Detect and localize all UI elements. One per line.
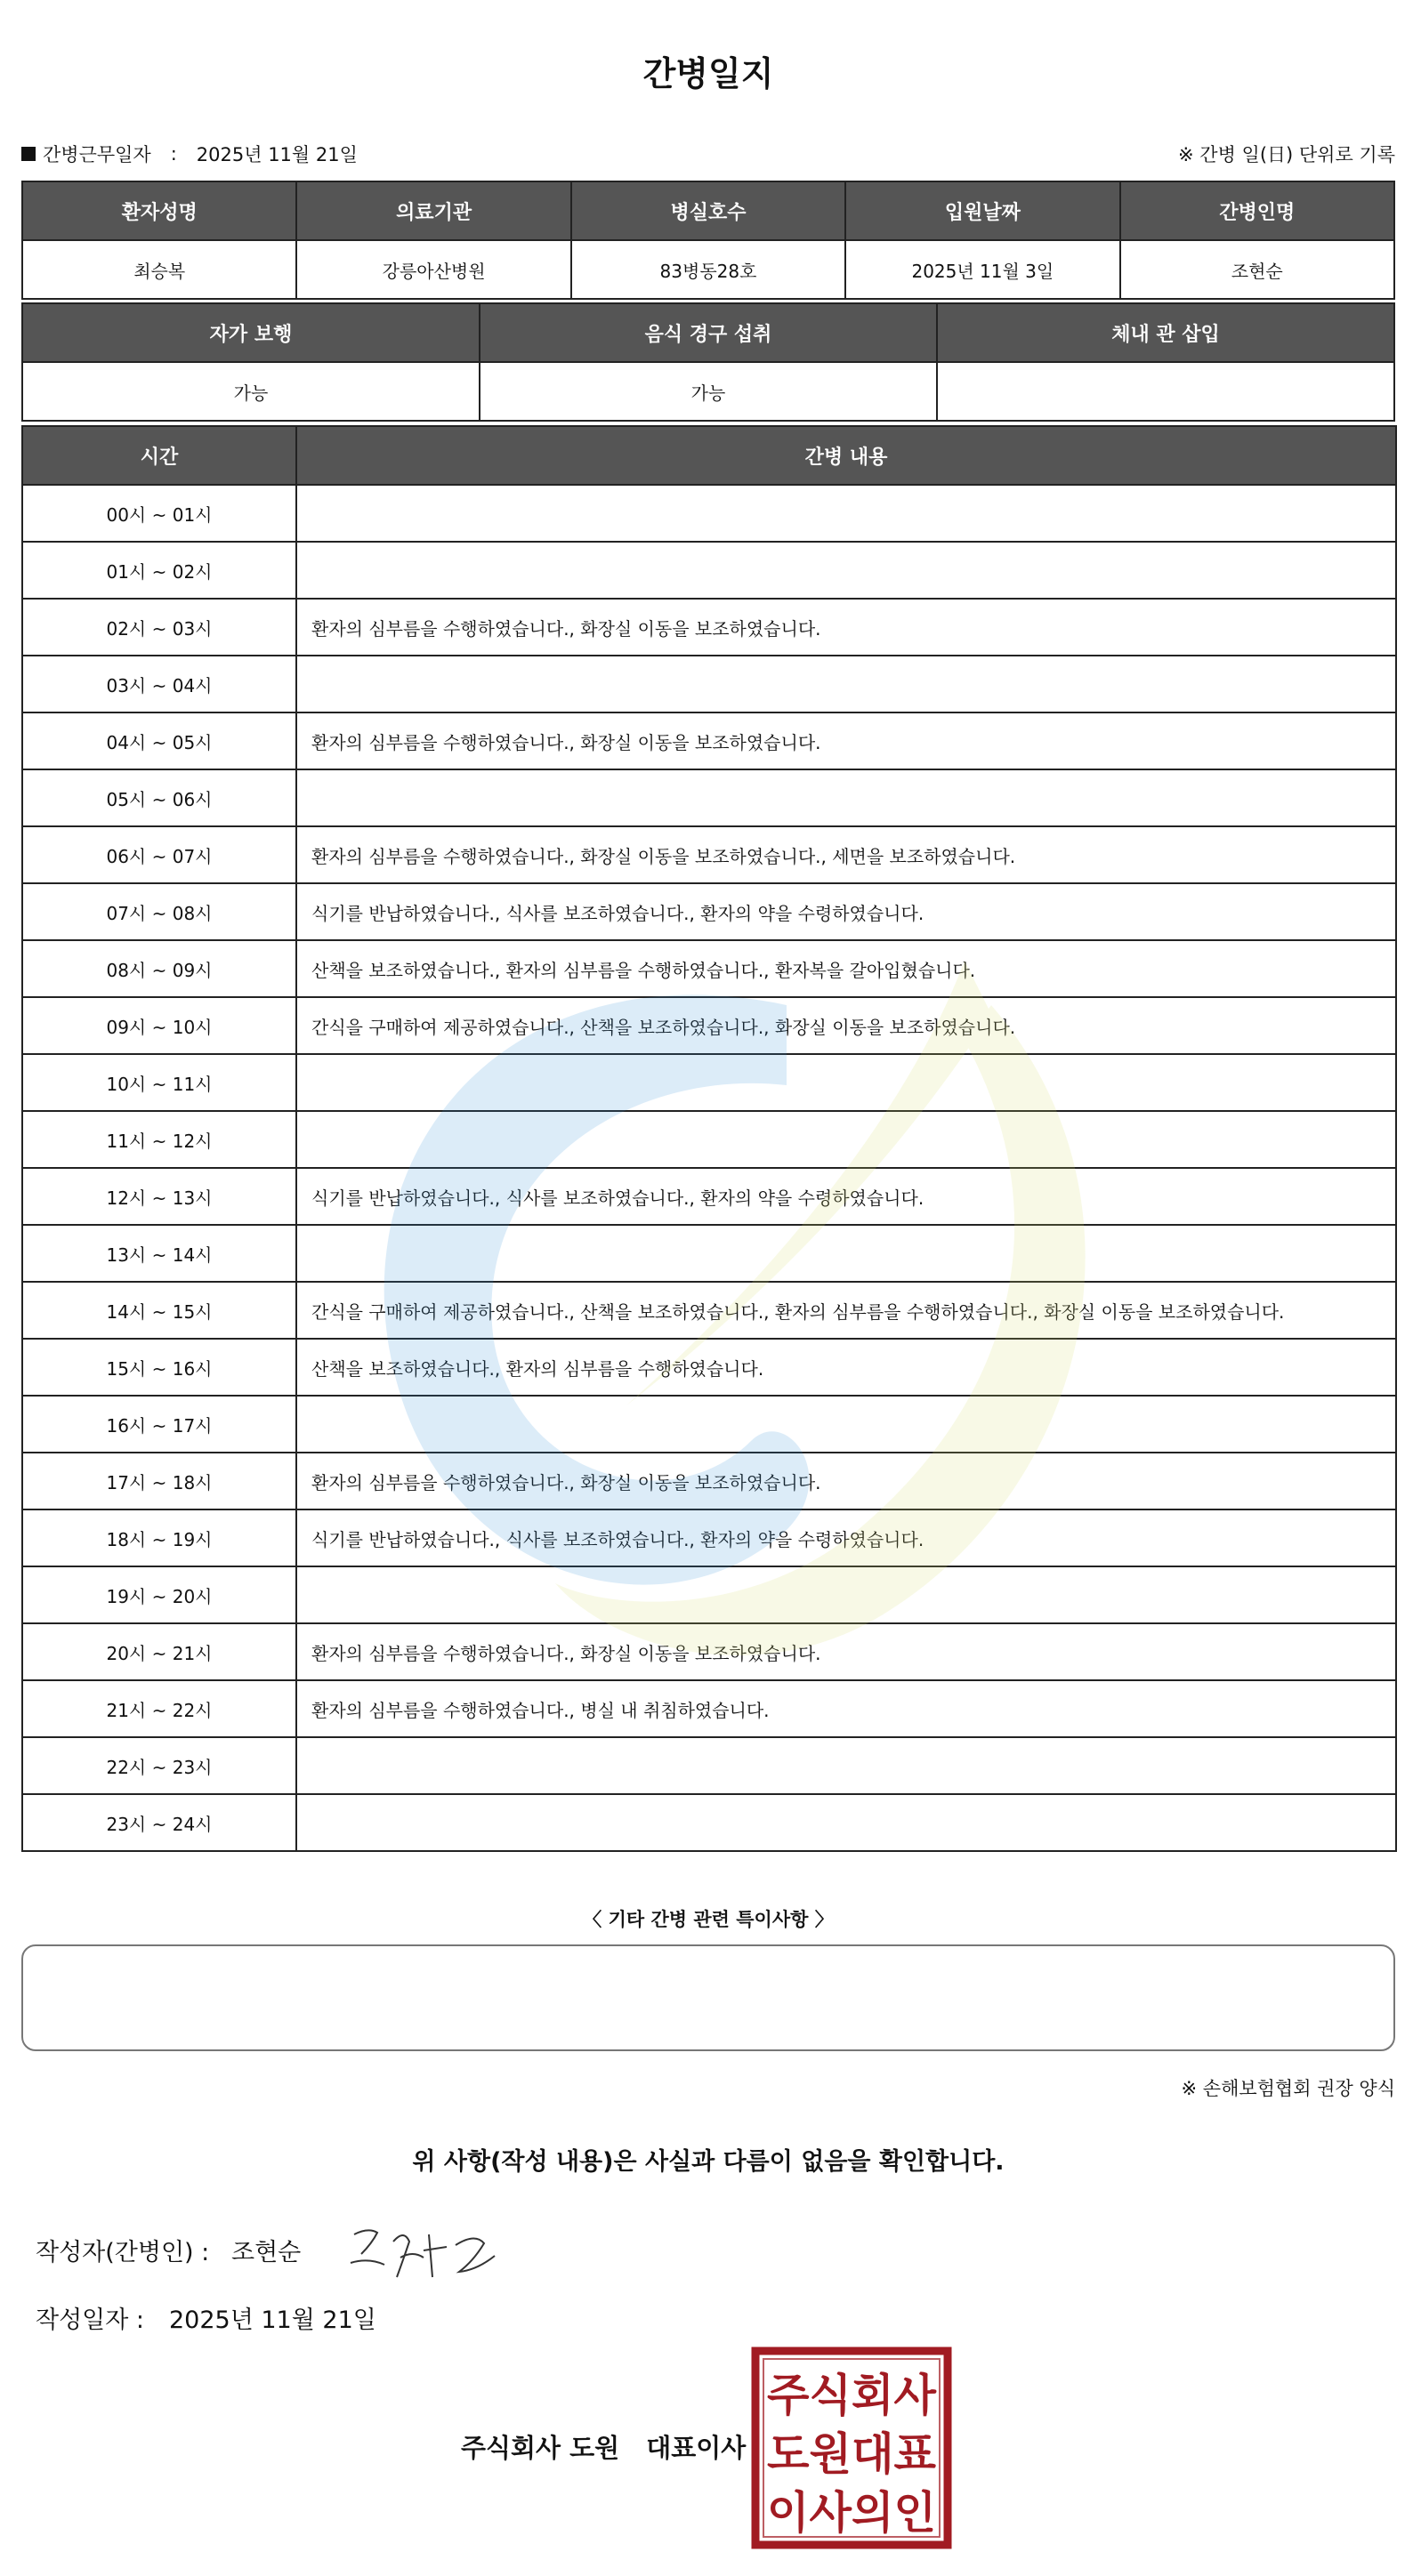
company-signoff <box>461 2428 746 2465</box>
company-title: 대표이사 <box>646 2433 747 2463</box>
patient-info-value-row <box>22 240 1394 299</box>
work-date-separator: : <box>170 143 177 165</box>
log-time: 03시 ~ 04시 <box>22 656 296 712</box>
record-note: ※ 간병 일(日) 단위로 기록 <box>1178 144 1395 165</box>
log-time: 12시 ~ 13시 <box>22 1168 296 1225</box>
log-content: 환자의 심부름을 수행하였습니다., 병실 내 취침하였습니다. <box>296 1680 1396 1737</box>
header-hospital: 의료기관 <box>296 181 570 240</box>
log-time: 20시 ~ 21시 <box>22 1623 296 1680</box>
log-content: 간식을 구매하여 제공하였습니다., 산책을 보조하였습니다., 환자의 심부름을 수행하였습니다., 화장실 이동을 보조하였습니다. <box>296 1282 1396 1339</box>
log-content <box>296 1225 1396 1282</box>
log-content: 환자의 심부름을 수행하였습니다., 화장실 이동을 보조하였습니다. <box>296 599 1396 656</box>
log-row <box>22 1566 1396 1623</box>
log-row <box>22 940 1396 997</box>
log-row <box>22 826 1396 883</box>
hospital: 강릉아산병원 <box>296 240 570 299</box>
header-oral-intake: 음식 경구 섭취 <box>480 303 937 362</box>
log-time: 13시 ~ 14시 <box>22 1225 296 1282</box>
log-content: 간식을 구매하여 제공하였습니다., 산책을 보조하였습니다., 화장실 이동을 보조하였습니다. <box>296 997 1396 1054</box>
log-content <box>296 1794 1396 1851</box>
writer-name: 조현순 <box>231 2239 302 2266</box>
log-row <box>22 1339 1396 1396</box>
oral-intake-value: 가능 <box>480 362 937 421</box>
log-content <box>296 1054 1396 1111</box>
log-row <box>22 769 1396 826</box>
hourly-care-log-table <box>21 425 1397 1852</box>
work-date-value: 2025년 11월 21일 <box>196 144 358 165</box>
status-value-row <box>22 362 1394 421</box>
log-time: 19시 ~ 20시 <box>22 1566 296 1623</box>
log-time: 18시 ~ 19시 <box>22 1509 296 1566</box>
log-content: 식기를 반납하였습니다., 식사를 보조하였습니다., 환자의 약을 수령하였습니다. <box>296 883 1396 940</box>
log-time: 01시 ~ 02시 <box>22 542 296 599</box>
log-row <box>22 997 1396 1054</box>
company-seal-stamp <box>751 2347 952 2549</box>
header-care-content: 간병 내용 <box>296 426 1396 485</box>
header-time: 시간 <box>22 426 296 485</box>
log-row <box>22 1054 1396 1111</box>
log-content <box>296 769 1396 826</box>
work-date-group <box>21 141 358 167</box>
log-time: 10시 ~ 11시 <box>22 1054 296 1111</box>
log-time: 07시 ~ 08시 <box>22 883 296 940</box>
header-room: 병실호수 <box>571 181 845 240</box>
recommended-form-note: ※ 손해보험협회 권장 양식 <box>1181 2078 1395 2099</box>
log-time: 04시 ~ 05시 <box>22 712 296 769</box>
log-content <box>296 1566 1396 1623</box>
log-content: 산책을 보조하였습니다., 환자의 심부름을 수행하였습니다. <box>296 1339 1396 1396</box>
log-content: 산책을 보조하였습니다., 환자의 심부름을 수행하였습니다., 환자복을 갈아입혔습니다. <box>296 940 1396 997</box>
patient-info-table <box>21 181 1395 300</box>
log-time: 21시 ~ 22시 <box>22 1680 296 1737</box>
log-row <box>22 1794 1396 1851</box>
page-title: 간병일지 <box>642 54 774 93</box>
log-time: 09시 ~ 10시 <box>22 997 296 1054</box>
log-row <box>22 599 1396 656</box>
log-row <box>22 1680 1396 1737</box>
log-row <box>22 542 1396 599</box>
log-content <box>296 485 1396 542</box>
log-content: 환자의 심부름을 수행하였습니다., 화장실 이동을 보조하였습니다. <box>296 1623 1396 1680</box>
log-content: 환자의 심부름을 수행하였습니다., 화장실 이동을 보조하였습니다. <box>296 1453 1396 1509</box>
special-notes-title: 〈 기타 간병 관련 특이사항 〉 <box>583 1909 834 1930</box>
company-name: 주식회사 도원 <box>461 2433 620 2463</box>
log-time: 16시 ~ 17시 <box>22 1396 296 1453</box>
writer-row <box>36 2233 301 2267</box>
patient-name: 최승복 <box>22 240 296 299</box>
log-time: 17시 ~ 18시 <box>22 1453 296 1509</box>
log-time: 08시 ~ 09시 <box>22 940 296 997</box>
log-row <box>22 1282 1396 1339</box>
writer-label: 작성자(간병인) : <box>36 2239 210 2266</box>
log-row <box>22 1168 1396 1225</box>
special-notes-content <box>23 1946 1393 1975</box>
log-row <box>22 1737 1396 1794</box>
log-row <box>22 1453 1396 1509</box>
header-tube-insertion: 체내 관 삽입 <box>937 303 1394 362</box>
log-time: 06시 ~ 07시 <box>22 826 296 883</box>
log-time: 11시 ~ 12시 <box>22 1111 296 1168</box>
log-header-row <box>22 426 1396 485</box>
log-row <box>22 712 1396 769</box>
admission-date: 2025년 11월 3일 <box>845 240 1119 299</box>
log-row <box>22 656 1396 712</box>
log-content <box>296 656 1396 712</box>
tube-insertion-value <box>937 362 1394 421</box>
log-content: 식기를 반납하였습니다., 식사를 보조하였습니다., 환자의 약을 수령하였습니다. <box>296 1168 1396 1225</box>
meta-row <box>21 139 1395 169</box>
log-content: 환자의 심부름을 수행하였습니다., 화장실 이동을 보조하였습니다., 세면을 보조하였습니다. <box>296 826 1396 883</box>
header-self-walking: 자가 보행 <box>22 303 480 362</box>
header-caregiver-name: 간병인명 <box>1120 181 1394 240</box>
log-time: 02시 ~ 03시 <box>22 599 296 656</box>
log-row <box>22 1623 1396 1680</box>
log-row <box>22 883 1396 940</box>
written-date-value: 2025년 11월 21일 <box>169 2306 376 2334</box>
room-number: 83병동28호 <box>571 240 845 299</box>
log-time: 05시 ~ 06시 <box>22 769 296 826</box>
written-date-label: 작성일자 : <box>36 2306 145 2334</box>
written-date-row <box>36 2300 376 2335</box>
log-row <box>22 485 1396 542</box>
header-patient-name: 환자성명 <box>22 181 296 240</box>
log-time: 00시 ~ 01시 <box>22 485 296 542</box>
caregiver-name: 조현순 <box>1120 240 1394 299</box>
log-row <box>22 1396 1396 1453</box>
log-content: 식기를 반납하였습니다., 식사를 보조하였습니다., 환자의 약을 수령하였습니다. <box>296 1509 1396 1566</box>
log-time: 14시 ~ 15시 <box>22 1282 296 1339</box>
confirmation-statement: 위 사항(작성 내용)은 사실과 다름이 없음을 확인합니다. <box>412 2148 1005 2176</box>
log-time: 22시 ~ 23시 <box>22 1737 296 1794</box>
self-walking-value: 가능 <box>22 362 480 421</box>
log-content <box>296 542 1396 599</box>
special-notes-box <box>21 1944 1395 2051</box>
log-time: 15시 ~ 16시 <box>22 1339 296 1396</box>
log-content <box>296 1396 1396 1453</box>
header-admission-date: 입원날짜 <box>845 181 1119 240</box>
work-date-label: 간병근무일자 <box>43 144 151 165</box>
stamp-text-line: 이사의인 <box>767 2487 936 2539</box>
log-content <box>296 1737 1396 1794</box>
log-row <box>22 1225 1396 1282</box>
status-header-row <box>22 303 1394 362</box>
log-row <box>22 1111 1396 1168</box>
patient-status-table <box>21 302 1395 422</box>
log-time: 23시 ~ 24시 <box>22 1794 296 1851</box>
black-square-icon <box>21 147 36 161</box>
log-row <box>22 1509 1396 1566</box>
patient-info-header-row <box>22 181 1394 240</box>
log-content <box>296 1111 1396 1168</box>
care-log-page <box>21 0 1395 2576</box>
log-content: 환자의 심부름을 수행하였습니다., 화장실 이동을 보조하였습니다. <box>296 712 1396 769</box>
handwritten-signature <box>342 2215 502 2295</box>
stamp-text-line: 주식회사 <box>767 2370 937 2421</box>
stamp-text-line: 도원대표 <box>767 2428 937 2480</box>
